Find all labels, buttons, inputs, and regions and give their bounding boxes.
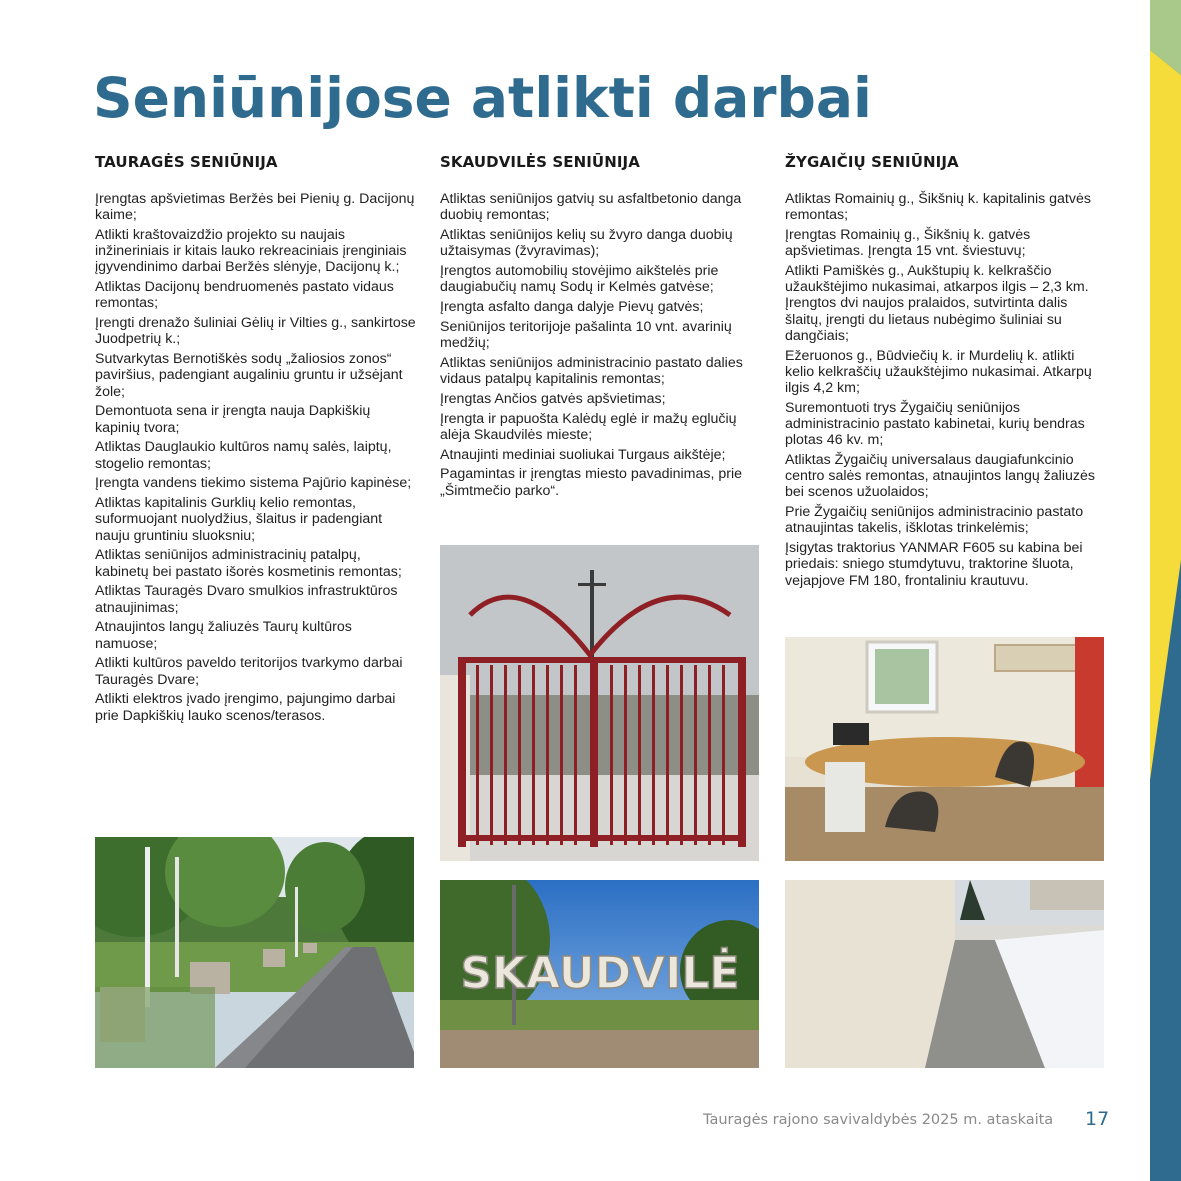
column-heading: TAURAGĖS SENIŪNIJA <box>95 153 278 171</box>
list-item: Atlikti kultūros paveldo teritorijos tvarkymo darbai Tauragės Dvare; <box>95 655 403 688</box>
town-name-sign: SKAUDVILĖ <box>460 948 740 999</box>
list-item: Įrengtas Ančios gatvės apšvietimas; <box>440 390 666 407</box>
list-item: Atliktas Tauragės Dvaro smulkios infrastruktūros atnaujinimas; <box>95 583 398 616</box>
list-item: Ežeruonos g., Būdviečių k. ir Murdelių k. atlikti kelio kelkraščių užaukštėjimo nukasimai. Atkarpų ilgis 4,2 km; <box>785 347 1092 397</box>
column-heading: ŽYGAIČIŲ SENIŪNIJA <box>785 153 959 171</box>
work-list <box>785 191 1107 589</box>
paved-path-photo <box>785 880 1104 1068</box>
list-item: Atnaujinti mediniai suoliukai Turgaus aikštėje; <box>440 446 726 463</box>
road-photo <box>95 837 414 1068</box>
column-taurages <box>95 153 417 727</box>
page-title: Seniūnijose atlikti darbai <box>93 66 872 130</box>
list-item: Prie Žygaičių seniūnijos administracinio pastato atnaujintas takelis, išklotas trinkelėmis; <box>785 504 1084 537</box>
list-item: Atliktas seniūnijos administracinių patalpų, kabinetų bei pastato išorės kosmetinis remontas; <box>95 547 402 580</box>
list-item: Įrengta ir papuošta Kalėdų eglė ir mažų eglučių alėja Skaudvilės mieste; <box>440 410 737 443</box>
list-item: Atliktas kapitalinis Gurklių kelio remontas, suformuojant nuolydžius, šlaitus ir padengiant nauju gruntiniu sluoksniu; <box>95 495 383 544</box>
list-item: Pagamintas ir įrengtas miesto pavadinimas, prie „Šimtmečio parko“. <box>440 466 743 499</box>
list-item: Sutvarkytas Bernotiškės sodų „žaliosios zonos“ paviršius, padengiant augaliniu gruntu ir užsėjant žole; <box>95 351 403 400</box>
list-item: Atliktas Romainių g., Šikšnių k. kapitalinis gatvės remontas; <box>785 191 1091 224</box>
list-item: Įrengtas Romainių g., Šikšnių k. gatvės apšvietimas. Įrengta 15 vnt. šviestuvų; <box>785 227 1031 260</box>
list-item: Atnaujintos langų žaliuzės Taurų kultūros namuose; <box>95 619 352 652</box>
column-zygaiciu <box>785 153 1107 592</box>
list-item: Įrengtos automobilių stovėjimo aikštelės prie daugiabučių namų Sodų ir Kelmės gatvėse; <box>440 263 719 296</box>
cemetery-gate-photo <box>440 545 759 861</box>
work-list <box>440 191 762 499</box>
list-item: Atliktas Žygaičių universalaus daugiafunkcinio centro salės remontas, atnaujintos langų žaliuzės bei scenos užuolaidos; <box>785 452 1095 501</box>
list-item: Atlikti kraštovaizdžio projekto su naujais inžineriniais ir kitais lauko rekreaciniais įrenginiais įgyvendinimo darbai Beržės slėnyje, Dacijonų k.; <box>95 227 407 276</box>
list-item: Įrengta asfalto danga dalyje Pievų gatvės; <box>440 299 704 315</box>
list-item: Atlikti Pamiškės g., Aukštupių k. kelkraščio užaukštėjimo nukasimai, atkarpos ilgis – 2,3 km. Įrengtos dvi naujos pralaidos, sutvirtinta dalis šlaitų, įrengti du lietaus nubėgimo šuliniai su dangčiais; <box>785 263 1089 344</box>
list-item: Atliktas Dauglaukio kultūros namų salės, laiptų, stogelio remontas; <box>95 439 392 472</box>
list-item: Atliktas seniūnijos administracinio pastato dalies vidaus patalpų kapitalinis remontas; <box>440 354 743 387</box>
list-item: Atliktas seniūnijos gatvių su asfaltbetonio danga duobių remontas; <box>440 191 742 224</box>
list-item: Įrengtas apšvietimas Beržės bei Pienių g. Dacijonų kaime; <box>95 191 415 224</box>
list-item: Seniūnijos teritorijoje pašalinta 10 vnt. avarinių medžių; <box>440 318 732 351</box>
page-number: 17 <box>1085 1108 1110 1130</box>
office-photo <box>785 637 1104 861</box>
list-item: Atlikti elektros įvado įrengimo, pajungimo darbai prie Dapkiškių lauko scenos/terasos. <box>95 691 396 724</box>
column-skaudviles <box>440 153 762 502</box>
list-item: Įsigytas traktorius YANMAR F605 su kabina bei priedais: sniego stumdytuvu, traktorine šluota, vejapjove FM 180, frontaliniu krautuvu. <box>785 540 1083 589</box>
list-item: Atliktas seniūnijos kelių su žvyro danga duobių užtaisymas (žvyravimas); <box>440 227 733 260</box>
column-heading: SKAUDVILĖS SENIŪNIJA <box>440 153 640 171</box>
town-sign-photo <box>440 880 759 1068</box>
list-item: Suremontuoti trys Žygaičių seniūnijos administracinio pastato kabinetai, kurių bendras plotas 46 kv. m; <box>785 399 1085 449</box>
work-list <box>95 191 417 724</box>
list-item: Įrengti drenažo šuliniai Gėlių ir Vilties g., sankirtose Juodpetrių k.; <box>95 315 416 348</box>
decorative-edge-strip <box>1150 0 1181 1181</box>
list-item: Įrengta vandens tiekimo sistema Pajūrio kapinėse; <box>95 475 412 492</box>
list-item: Atliktas Dacijonų bendruomenės pastato vidaus remontas; <box>95 279 394 312</box>
list-item: Demontuota sena ir įrengta nauja Dapkiškių kapinių tvora; <box>95 403 371 436</box>
footer-report-title: Tauragės rajono savivaldybės 2025 m. ataskaita <box>703 1112 1054 1128</box>
